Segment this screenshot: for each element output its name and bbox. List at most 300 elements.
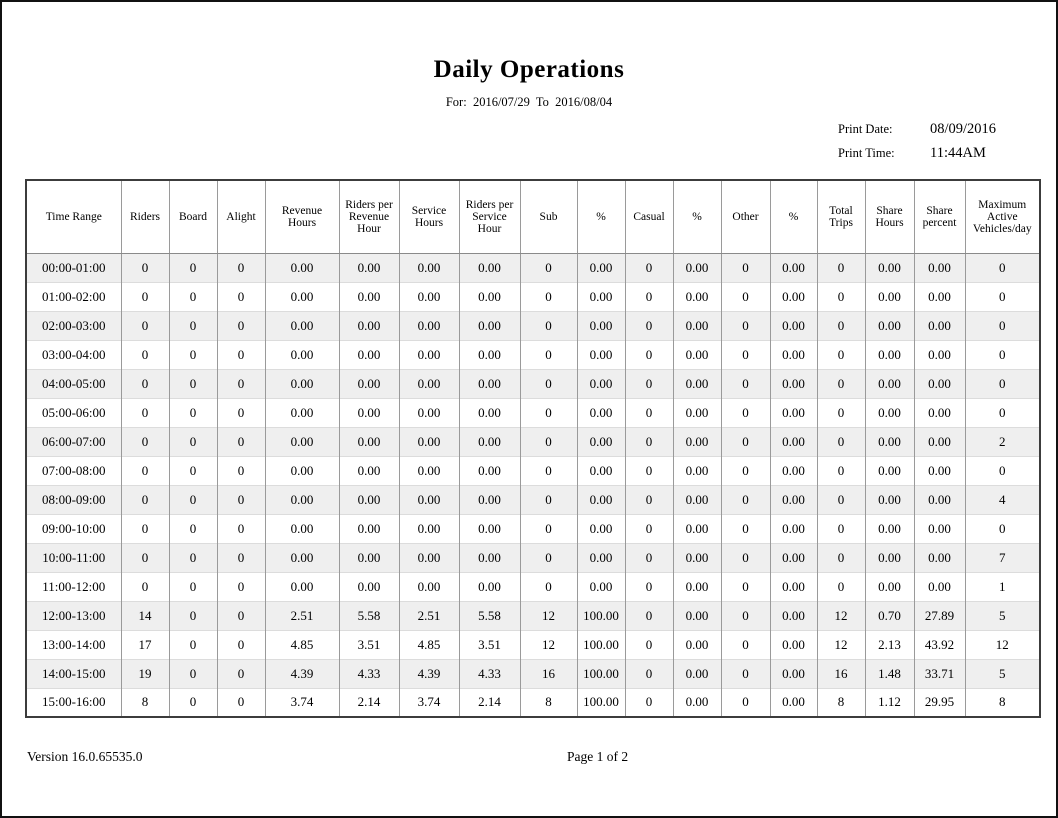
table-row [26, 340, 1040, 369]
table-cell: 0.00 [865, 456, 914, 485]
table-cell: 0 [520, 369, 577, 398]
table-cell: 0.00 [265, 514, 339, 543]
table-cell: 0 [721, 543, 770, 572]
table-cell: 2.13 [865, 630, 914, 659]
table-cell: 0 [721, 427, 770, 456]
page-title: Daily Operations [433, 56, 625, 83]
table-cell: 0.00 [577, 572, 625, 601]
table-cell: 0 [169, 630, 217, 659]
table-cell: 0.00 [265, 572, 339, 601]
column-header: Alight [217, 180, 265, 253]
table-row [26, 456, 1040, 485]
table-cell: 0 [217, 340, 265, 369]
table-cell: 0 [169, 282, 217, 311]
table-cell: 12 [520, 601, 577, 630]
table-cell: 0 [121, 253, 169, 282]
table-cell: 0.00 [914, 514, 965, 543]
table-cell: 0 [217, 601, 265, 630]
table-cell: 0.00 [339, 427, 399, 456]
table-cell: 0 [721, 369, 770, 398]
table-cell: 4 [965, 485, 1040, 514]
table-cell: 0 [817, 514, 865, 543]
table-cell: 0.00 [914, 572, 965, 601]
table-cell: 0 [169, 572, 217, 601]
table-cell: 0.00 [673, 630, 721, 659]
table-cell: 0.00 [399, 543, 459, 572]
time-range-cell: 01:00-02:00 [26, 282, 121, 311]
table-cell: 0 [625, 311, 673, 340]
table-cell: 33.71 [914, 659, 965, 688]
table-cell: 0.00 [339, 398, 399, 427]
table-cell: 2 [965, 427, 1040, 456]
time-range-cell: 06:00-07:00 [26, 427, 121, 456]
footer-version: Version 16.0.65535.0 [27, 749, 143, 764]
table-cell: 0.00 [770, 427, 817, 456]
table-cell: 0 [625, 659, 673, 688]
table-cell: 0.00 [339, 369, 399, 398]
table-cell: 0.00 [770, 398, 817, 427]
table-row [26, 659, 1040, 688]
table-cell: 0 [817, 572, 865, 601]
time-range-cell: 00:00-01:00 [26, 253, 121, 282]
table-cell: 0 [217, 456, 265, 485]
table-row [26, 543, 1040, 572]
table-cell: 12 [817, 630, 865, 659]
table-cell: 0.00 [673, 311, 721, 340]
table-cell: 0 [217, 659, 265, 688]
table-cell: 5 [965, 601, 1040, 630]
table-cell: 100.00 [577, 630, 625, 659]
table-cell: 0 [169, 369, 217, 398]
table-cell: 0.00 [339, 456, 399, 485]
table-cell: 0.00 [673, 688, 721, 717]
table-cell: 0 [625, 485, 673, 514]
table-cell: 5.58 [459, 601, 520, 630]
table-cell: 0 [121, 543, 169, 572]
table-cell: 0 [625, 340, 673, 369]
table-cell: 0.00 [459, 514, 520, 543]
table-cell: 0.00 [339, 514, 399, 543]
table-cell: 0.00 [265, 398, 339, 427]
table-cell: 0 [817, 369, 865, 398]
table-cell: 0.00 [459, 543, 520, 572]
table-cell: 0.00 [339, 340, 399, 369]
table-cell: 0.00 [865, 572, 914, 601]
table-cell: 0 [169, 659, 217, 688]
time-range-cell: 11:00-12:00 [26, 572, 121, 601]
table-cell: 1.12 [865, 688, 914, 717]
table-cell: 0.00 [865, 427, 914, 456]
table-cell: 0 [520, 427, 577, 456]
table-cell: 12 [965, 630, 1040, 659]
table-cell: 0.00 [399, 427, 459, 456]
time-range-cell: 04:00-05:00 [26, 369, 121, 398]
table-cell: 0 [965, 311, 1040, 340]
table-cell: 0 [721, 630, 770, 659]
table-cell: 0.00 [265, 340, 339, 369]
table-cell: 0.00 [914, 340, 965, 369]
table-cell: 0.00 [770, 485, 817, 514]
table-cell: 16 [817, 659, 865, 688]
table-cell: 0.00 [577, 369, 625, 398]
table-cell: 0 [520, 253, 577, 282]
table-cell: 0.00 [914, 456, 965, 485]
table-cell: 0.00 [865, 398, 914, 427]
table-cell: 4.33 [459, 659, 520, 688]
table-cell: 12 [520, 630, 577, 659]
table-header-row [26, 180, 1040, 253]
table-cell: 0 [817, 485, 865, 514]
table-cell: 0 [965, 369, 1040, 398]
table-cell: 0 [721, 311, 770, 340]
table-cell: 0 [169, 485, 217, 514]
table-cell: 100.00 [577, 659, 625, 688]
table-cell: 0 [721, 601, 770, 630]
table-cell: 0 [121, 456, 169, 485]
table-cell: 0 [520, 485, 577, 514]
table-cell: 0 [625, 601, 673, 630]
table-cell: 0.00 [770, 253, 817, 282]
table-cell: 0 [169, 601, 217, 630]
column-header: Share Hours [865, 180, 914, 253]
table-cell: 0 [965, 514, 1040, 543]
table-cell: 0.00 [577, 282, 625, 311]
table-cell: 0.00 [459, 311, 520, 340]
table-cell: 43.92 [914, 630, 965, 659]
column-header: Other [721, 180, 770, 253]
table-cell: 0.00 [459, 572, 520, 601]
table-cell: 0 [169, 543, 217, 572]
table-cell: 0.00 [399, 572, 459, 601]
table-cell: 2.14 [459, 688, 520, 717]
column-header: Time Range [26, 180, 121, 253]
table-cell: 2.14 [339, 688, 399, 717]
table-cell: 0.00 [914, 311, 965, 340]
table-cell: 0 [121, 572, 169, 601]
table-row [26, 369, 1040, 398]
table-cell: 0 [520, 572, 577, 601]
table-cell: 0 [721, 456, 770, 485]
table-cell: 0 [121, 340, 169, 369]
time-range-cell: 14:00-15:00 [26, 659, 121, 688]
table-cell: 0.00 [673, 514, 721, 543]
table-cell: 4.85 [399, 630, 459, 659]
table-cell: 0 [169, 456, 217, 485]
table-cell: 5.58 [339, 601, 399, 630]
table-cell: 0.00 [673, 253, 721, 282]
table-cell: 0.00 [459, 456, 520, 485]
time-range-cell: 02:00-03:00 [26, 311, 121, 340]
table-cell: 0.00 [265, 282, 339, 311]
table-cell: 0 [965, 456, 1040, 485]
table-cell: 0 [965, 340, 1040, 369]
table-cell: 0.00 [914, 253, 965, 282]
table-cell: 0.00 [577, 311, 625, 340]
table-cell: 0.00 [770, 543, 817, 572]
table-cell: 0 [721, 659, 770, 688]
table-cell: 0.00 [865, 543, 914, 572]
table-cell: 0.00 [673, 601, 721, 630]
table-cell: 0.00 [770, 572, 817, 601]
table-cell: 0 [625, 572, 673, 601]
table-cell: 0.00 [399, 311, 459, 340]
table-cell: 0 [121, 427, 169, 456]
table-cell: 3.74 [265, 688, 339, 717]
table-cell: 0 [520, 282, 577, 311]
table-cell: 0 [625, 688, 673, 717]
table-cell: 0.00 [770, 282, 817, 311]
table-cell: 0.00 [265, 253, 339, 282]
table-cell: 0 [625, 398, 673, 427]
table-cell: 0 [121, 311, 169, 340]
table-cell: 0.00 [770, 601, 817, 630]
table-cell: 0.00 [770, 514, 817, 543]
column-header: Service Hours [399, 180, 459, 253]
table-cell: 8 [520, 688, 577, 717]
table-cell: 0 [625, 456, 673, 485]
table-cell: 0.00 [265, 427, 339, 456]
table-cell: 0 [121, 398, 169, 427]
table-cell: 0.00 [673, 398, 721, 427]
table-cell: 0.00 [265, 369, 339, 398]
table-body [26, 253, 1040, 717]
time-range-cell: 08:00-09:00 [26, 485, 121, 514]
table-cell: 17 [121, 630, 169, 659]
table-cell: 0.00 [865, 253, 914, 282]
table-cell: 0 [625, 630, 673, 659]
table-cell: 0 [217, 369, 265, 398]
table-row [26, 514, 1040, 543]
table-cell: 0.00 [577, 253, 625, 282]
column-header: Total Trips [817, 180, 865, 253]
table-cell: 0 [965, 398, 1040, 427]
table-cell: 4.39 [265, 659, 339, 688]
time-range-cell: 13:00-14:00 [26, 630, 121, 659]
table-cell: 0.00 [673, 659, 721, 688]
print-time-value: 11:44AM [930, 145, 986, 161]
table-row [26, 485, 1040, 514]
time-range-cell: 12:00-13:00 [26, 601, 121, 630]
table-cell: 0.00 [673, 572, 721, 601]
table-cell: 0.00 [399, 514, 459, 543]
table-cell: 0 [217, 688, 265, 717]
table-cell: 0.00 [265, 543, 339, 572]
table-cell: 16 [520, 659, 577, 688]
table-cell: 0.00 [914, 282, 965, 311]
table-cell: 1 [965, 572, 1040, 601]
table-cell: 27.89 [914, 601, 965, 630]
table-cell: 0 [721, 340, 770, 369]
table-cell: 0 [625, 369, 673, 398]
table-cell: 0.70 [865, 601, 914, 630]
table-cell: 0.00 [673, 485, 721, 514]
table-cell: 0.00 [865, 282, 914, 311]
column-header: Riders per Service Hour [459, 180, 520, 253]
table-cell: 0.00 [914, 427, 965, 456]
table-cell: 0 [721, 282, 770, 311]
table-cell: 0.00 [399, 369, 459, 398]
print-date-label: Print Date: [838, 122, 893, 136]
table-cell: 0.00 [673, 543, 721, 572]
table-cell: 0.00 [459, 253, 520, 282]
table-cell: 0.00 [265, 311, 339, 340]
table-cell: 0.00 [577, 514, 625, 543]
time-range-cell: 03:00-04:00 [26, 340, 121, 369]
table-cell: 0 [217, 514, 265, 543]
table-cell: 0.00 [339, 282, 399, 311]
table-cell: 0.00 [770, 311, 817, 340]
table-cell: 0 [721, 688, 770, 717]
table-cell: 8 [817, 688, 865, 717]
table-cell: 0.00 [339, 311, 399, 340]
table-cell: 0 [121, 282, 169, 311]
table-cell: 0 [817, 543, 865, 572]
table-cell: 0.00 [577, 427, 625, 456]
table-cell: 0.00 [865, 311, 914, 340]
table-cell: 0 [169, 398, 217, 427]
table-cell: 0.00 [577, 543, 625, 572]
table-cell: 100.00 [577, 688, 625, 717]
table-cell: 100.00 [577, 601, 625, 630]
table-cell: 0 [217, 282, 265, 311]
table-cell: 0.00 [265, 456, 339, 485]
table-cell: 0.00 [770, 456, 817, 485]
table-cell: 0.00 [459, 282, 520, 311]
table-cell: 0.00 [577, 456, 625, 485]
table-cell: 14 [121, 601, 169, 630]
table-cell: 29.95 [914, 688, 965, 717]
table-cell: 3.74 [399, 688, 459, 717]
table-row [26, 601, 1040, 630]
operations-table [25, 179, 1041, 718]
table-cell: 0 [217, 543, 265, 572]
table-row [26, 572, 1040, 601]
table-cell: 0.00 [673, 282, 721, 311]
table-cell: 0.00 [914, 369, 965, 398]
table-cell: 5 [965, 659, 1040, 688]
table-cell: 4.33 [339, 659, 399, 688]
table-cell: 0 [169, 311, 217, 340]
table-cell: 0 [817, 427, 865, 456]
table-cell: 0.00 [577, 340, 625, 369]
column-header: Sub [520, 180, 577, 253]
column-header: Revenue Hours [265, 180, 339, 253]
table-cell: 0 [625, 427, 673, 456]
table-cell: 0 [217, 427, 265, 456]
table-cell: 0.00 [459, 398, 520, 427]
footer-page-number: Page 1 of 2 [567, 749, 629, 764]
table-row [26, 253, 1040, 282]
table-cell: 0 [817, 456, 865, 485]
table-cell: 0 [817, 398, 865, 427]
table-cell: 0 [217, 572, 265, 601]
report-date-range: For: 2016/07/29 To 2016/08/04 [445, 95, 613, 109]
table-cell: 0.00 [459, 427, 520, 456]
table-cell: 0 [721, 572, 770, 601]
column-header: Share percent [914, 180, 965, 253]
table-cell: 0.00 [770, 369, 817, 398]
table-cell: 0.00 [865, 485, 914, 514]
table-cell: 0.00 [914, 543, 965, 572]
table-cell: 0.00 [914, 398, 965, 427]
table-cell: 0 [520, 543, 577, 572]
table-cell: 0 [520, 514, 577, 543]
table-cell: 0 [625, 543, 673, 572]
table-cell: 0 [217, 253, 265, 282]
table-cell: 0.00 [865, 514, 914, 543]
table-cell: 0.00 [865, 340, 914, 369]
table-cell: 0 [817, 253, 865, 282]
table-cell: 0 [520, 398, 577, 427]
table-row [26, 630, 1040, 659]
table-cell: 3.51 [339, 630, 399, 659]
table-cell: 0 [817, 340, 865, 369]
table-header [26, 180, 1040, 253]
table-cell: 0 [217, 398, 265, 427]
table-cell: 0 [721, 514, 770, 543]
column-header: Riders per Revenue Hour [339, 180, 399, 253]
table-cell: 0 [169, 427, 217, 456]
table-cell: 0.00 [770, 630, 817, 659]
print-time-label: Print Time: [838, 146, 895, 160]
table-cell: 0.00 [459, 340, 520, 369]
table-cell: 0 [721, 485, 770, 514]
table-cell: 0 [217, 311, 265, 340]
table-cell: 0 [721, 398, 770, 427]
table-cell: 4.39 [399, 659, 459, 688]
table-cell: 0.00 [399, 340, 459, 369]
table-cell: 0.00 [339, 485, 399, 514]
table-cell: 0 [625, 253, 673, 282]
table-cell: 0.00 [865, 369, 914, 398]
table-cell: 3.51 [459, 630, 520, 659]
table-cell: 0.00 [399, 282, 459, 311]
time-range-cell: 07:00-08:00 [26, 456, 121, 485]
table-cell: 19 [121, 659, 169, 688]
table-cell: 0 [121, 485, 169, 514]
print-info-block [838, 121, 1026, 162]
column-header: % [770, 180, 817, 253]
table-cell: 0.00 [673, 427, 721, 456]
table-cell: 0.00 [770, 659, 817, 688]
column-header: % [673, 180, 721, 253]
column-header: Casual [625, 180, 673, 253]
table-cell: 0 [817, 282, 865, 311]
table-row [26, 688, 1040, 717]
table-cell: 8 [121, 688, 169, 717]
table-cell: 0.00 [770, 340, 817, 369]
table-cell: 0 [169, 253, 217, 282]
table-cell: 0 [169, 340, 217, 369]
column-header: Board [169, 180, 217, 253]
table-row [26, 398, 1040, 427]
table-cell: 0.00 [339, 253, 399, 282]
table-row [26, 427, 1040, 456]
table-cell: 0 [217, 485, 265, 514]
table-cell: 0 [520, 311, 577, 340]
table-cell: 0.00 [339, 543, 399, 572]
table-cell: 0.00 [265, 485, 339, 514]
table-cell: 0 [625, 282, 673, 311]
table-cell: 0.00 [673, 369, 721, 398]
column-header: Maximum Active Vehicles/day [965, 180, 1040, 253]
time-range-cell: 10:00-11:00 [26, 543, 121, 572]
table-cell: 0 [217, 630, 265, 659]
time-range-cell: 15:00-16:00 [26, 688, 121, 717]
table-cell: 1.48 [865, 659, 914, 688]
table-cell: 0 [721, 253, 770, 282]
table-row [26, 311, 1040, 340]
